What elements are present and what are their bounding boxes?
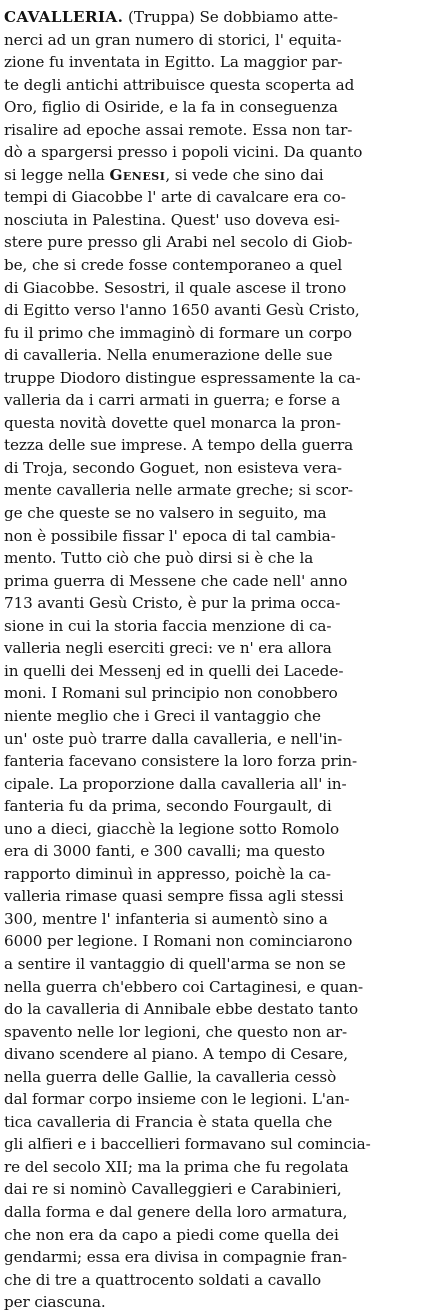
text-line — [4, 998, 422, 1021]
text-run: di Giacobbe. Sesostri, il quale ascese il trono — [4, 278, 347, 297]
text-line — [4, 434, 422, 457]
text-run: zione fu inventata in Egitto. La maggior par- — [4, 53, 343, 72]
text-line — [4, 29, 422, 52]
text-line — [4, 976, 422, 999]
text-line — [4, 705, 422, 728]
text-line — [4, 74, 422, 97]
text-line — [4, 457, 422, 480]
text-run: tempi di Giacobbe l' arte di cavalcare era co- — [4, 188, 346, 207]
text-run: di Troja, secondo Goguet, non esisteva vera- — [4, 458, 342, 477]
text-line — [4, 1021, 422, 1044]
text-line — [4, 525, 422, 548]
text-run: un' oste può trarre dalla cavalleria, e nell'in- — [4, 729, 343, 748]
text-line — [4, 164, 422, 187]
article-headword: CAVALLERIA. — [4, 8, 124, 26]
text-run: tezza delle sue imprese. A tempo della guerra — [4, 436, 354, 455]
text-line — [4, 908, 422, 931]
text-run: a sentire il vantaggio di quell'arma se non se — [4, 954, 346, 973]
text-line — [4, 1066, 422, 1089]
text-run: fanteria fu da prima, secondo Fourgault, di — [4, 797, 332, 816]
text-line — [4, 231, 422, 254]
text-line — [4, 615, 422, 638]
text-run: moni. I Romani sul principio non conobbero — [4, 684, 338, 703]
text-line — [4, 344, 422, 367]
text-line — [4, 795, 422, 818]
text-line — [4, 96, 422, 119]
text-run: era di 3000 fanti, e 300 cavalli; ma questo — [4, 842, 325, 861]
text-run: per ciascuna. — [4, 1293, 106, 1312]
text-run: 6000 per legione. I Romani non cominciarono — [4, 932, 353, 951]
text-run: spavento nelle lor legioni, che questo non ar- — [4, 1022, 348, 1041]
text-line — [4, 818, 422, 841]
text-line — [4, 299, 422, 322]
text-run: dai re si nominò Cavalleggieri e Carabinieri, — [4, 1180, 342, 1199]
text-line — [4, 885, 422, 908]
text-line — [4, 930, 422, 953]
text-run: valleria da i carri armati in guerra; e forse a — [4, 391, 341, 410]
text-line — [4, 547, 422, 570]
text-line — [4, 119, 422, 142]
text-line — [4, 1201, 422, 1224]
text-line — [4, 1178, 422, 1201]
text-run: (Truppa) Se dobbiamo atte- — [123, 8, 338, 26]
text-line — [4, 592, 422, 615]
text-line — [4, 322, 422, 345]
text-run: dalla forma e dal genere della loro armatura, — [4, 1202, 348, 1221]
text-run: sione in cui la storia faccia menzione di ca- — [4, 616, 332, 635]
text-line — [4, 51, 422, 74]
text-run: tica cavalleria di Francia è stata quella che — [4, 1112, 333, 1131]
text-run: valleria rimase quasi sempre fissa agli stessi — [4, 887, 344, 906]
text-run: 713 avanti Gesù Cristo, è pur la prima occa- — [4, 594, 341, 613]
text-run: truppe Diodoro distingue espressamente la ca- — [4, 368, 361, 387]
text-line — [4, 186, 422, 209]
text-run: dò a spargersi presso i popoli vicini. Da quanto — [4, 143, 363, 162]
text-run: valleria negli eserciti greci: ve n' era allora — [4, 639, 332, 658]
text-line — [4, 141, 422, 164]
text-line — [4, 728, 422, 751]
text-run: dal formar corpo insieme con le legioni. L'an- — [4, 1090, 350, 1109]
text-line — [4, 389, 422, 412]
text-run: risalire ad epoche assai remote. Essa non tar- — [4, 120, 353, 139]
text-line — [4, 863, 422, 886]
text-run: gendarmi; essa era divisa in compagnie fran- — [4, 1248, 347, 1267]
text-run: mento. Tutto ciò che può dirsi si è che la — [4, 549, 314, 568]
text-line — [4, 6, 422, 29]
text-run: questa novità dovette quel monarca la pron- — [4, 413, 341, 432]
text-line — [4, 682, 422, 705]
text-line — [4, 953, 422, 976]
text-line — [4, 1133, 422, 1156]
text-run: nosciuta in Palestina. Quest' uso doveva esi- — [4, 210, 340, 229]
text-line — [4, 750, 422, 773]
text-line — [4, 1088, 422, 1111]
text-line — [4, 1111, 422, 1134]
text-run: , si vede che sino dai — [165, 165, 324, 184]
text-line — [4, 367, 422, 390]
text-run: nella guerra delle Gallie, la cavalleria cessò — [4, 1067, 337, 1086]
text-run: di Egitto verso l'anno 1650 avanti Gesù Cristo, — [4, 301, 360, 320]
text-run: di cavalleria. Nella enumerazione delle sue — [4, 346, 333, 365]
text-line — [4, 1291, 422, 1314]
book-title-reference: Genesi — [109, 165, 166, 184]
text-line — [4, 254, 422, 277]
text-run: fu il primo che immaginò di formare un corpo — [4, 323, 352, 342]
text-line — [4, 502, 422, 525]
text-line — [4, 1246, 422, 1269]
text-line — [4, 637, 422, 660]
text-line — [4, 1269, 422, 1292]
text-run: stere pure presso gli Arabi nel secolo di Giob- — [4, 233, 353, 252]
text-line — [4, 1043, 422, 1066]
text-run: che non era da capo a piedi come quella dei — [4, 1225, 339, 1244]
text-run: prima guerra di Messene che cade nell' anno — [4, 571, 348, 590]
text-run: divano scendere al piano. A tempo di Cesare, — [4, 1045, 349, 1064]
text-line — [4, 1224, 422, 1247]
text-line — [4, 660, 422, 683]
text-run: 300, mentre l' infanteria si aumentò sino a — [4, 909, 328, 928]
text-run: fanteria facevano consistere la loro forza prin- — [4, 752, 357, 771]
text-run: Oro, figlio di Osiride, e la fa in conseguenza — [4, 98, 338, 117]
text-run: niente meglio che i Greci il vantaggio che — [4, 706, 321, 725]
text-line — [4, 479, 422, 502]
text-run: nella guerra ch'ebbero coi Cartaginesi, e quan- — [4, 977, 364, 996]
text-line — [4, 840, 422, 863]
text-line — [4, 773, 422, 796]
text-run: gli alfieri e i baccellieri formavano sul comincia- — [4, 1135, 371, 1154]
text-run: ge che queste se no valsero in seguito, ma — [4, 504, 327, 523]
text-line — [4, 209, 422, 232]
text-run: be, che si crede fosse contemporaneo a quel — [4, 256, 343, 275]
text-run: si legge nella — [4, 165, 110, 184]
text-line — [4, 412, 422, 435]
text-line — [4, 1156, 422, 1179]
text-run: non è possibile fissar l' epoca di tal cambia- — [4, 526, 336, 545]
text-run: che di tre a quattrocento soldati a cavallo — [4, 1270, 322, 1289]
text-run: re del secolo XII; ma la prima che fu regolata — [4, 1157, 349, 1176]
text-run: nerci ad un gran numero di storici, l' equita- — [4, 30, 342, 49]
text-run: cipale. La proporzione dalla cavalleria all' in- — [4, 774, 347, 793]
text-run: mente cavalleria nelle armate greche; si scor- — [4, 481, 353, 500]
text-line — [4, 570, 422, 593]
text-run: te degli antichi attribuisce questa scoperta ad — [4, 75, 355, 94]
text-run: in quelli dei Messenj ed in quelli dei Lacede- — [4, 661, 344, 680]
text-line — [4, 277, 422, 300]
article-body — [4, 6, 422, 1314]
text-run: rapporto diminuì in appresso, poichè la ca- — [4, 864, 331, 883]
text-run: uno a dieci, giacchè la legione sotto Romolo — [4, 819, 339, 838]
text-run: do la cavalleria di Annibale ebbe destato tanto — [4, 1000, 359, 1019]
